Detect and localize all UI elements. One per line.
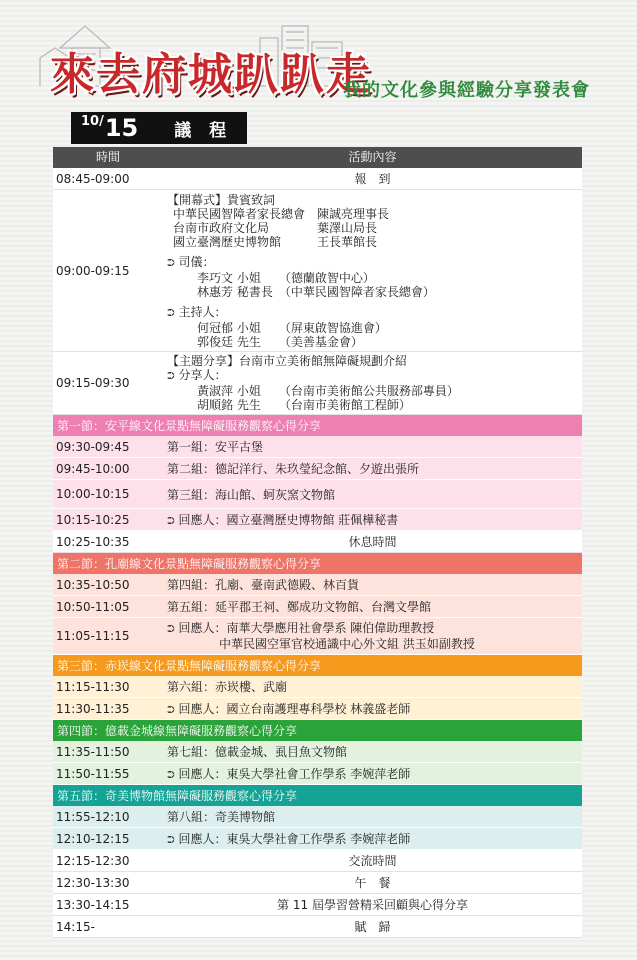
guest-line: 台南市政府文化局 葉澤山局長 [173,220,378,235]
row-content: 第八組：奇美博物館 [167,810,276,824]
respondent-text: 回應人：國立臺灣歷史博物館 莊佩樺秘書 [178,513,399,527]
row-time: 11:15-11:30 [56,679,130,694]
table-row [53,806,582,828]
row-content: 休息時間 [348,535,397,549]
date-day: 15 [104,114,139,142]
table-row [53,916,582,938]
row-content [163,765,582,782]
col-time-header: 時間 [95,150,120,164]
table-row [53,480,582,509]
table-row [53,190,582,352]
row-content [163,700,582,717]
row-content: 第七組：億載金城、虱目魚文物館 [167,745,348,759]
table-row [53,618,582,655]
row-time: 11:30-11:35 [56,701,130,716]
row-time: 12:10-12:15 [56,831,130,846]
section-5-header: 第五節：奇美博物館無障礙服務觀察心得分享 [53,785,582,806]
row-time: 10:00-10:15 [56,487,130,501]
row-time: 09:45-10:00 [56,461,130,476]
row-time: 08:45-09:00 [56,171,130,186]
arrow-icon: ⮊ [167,371,175,382]
table-row [53,436,582,458]
arrow-icon: ⮊ [167,624,175,635]
row-content: 報 到 [354,172,391,186]
respondent-text: 回應人：東吳大學社會工作學系 李婉萍老師 [178,832,411,846]
row-time: 10:35-10:50 [56,577,130,592]
arrow-icon: ⮊ [167,516,175,527]
sharer-line: 黃淑萍 小姐 （台南市美術館公共服務部專員） [197,384,459,398]
table-row [53,741,582,763]
agenda-label: 議 程 [174,120,233,141]
table-row [53,168,582,190]
row-time: 11:05-11:15 [56,629,130,643]
date-slash: / [99,113,104,129]
row-time: 12:30-13:30 [56,875,130,890]
row-time: 11:55-12:10 [56,809,130,824]
row-time: 14:15- [56,919,95,934]
header [0,0,637,150]
table-row [53,676,582,698]
row-time: 09:15-09:30 [56,376,130,390]
table-row [53,850,582,872]
section-2-header: 第二節：孔廟線文化景點無障礙服務觀察心得分享 [53,553,582,574]
host-label: 主持人： [178,304,227,319]
arrow-icon: ⮊ [167,257,175,269]
table-row [53,596,582,618]
row-time: 11:35-11:50 [56,744,130,759]
mc-line: 林惠芳 秘書長 （中華民國智障者家長總會） [197,284,435,299]
section-3-header: 第三節：赤崁線文化景點無障礙服務觀察心得分享 [53,655,582,676]
row-time: 13:30-14:15 [56,897,130,912]
event-subtitle: 我的文化參與經驗分享發表會 [343,80,590,101]
row-content: 第六組：赤崁樓、武廟 [167,680,288,694]
respondent-text: 回應人：東吳大學社會工作學系 李婉萍老師 [178,767,411,781]
table-row [53,574,582,596]
section-1-header: 第一節：安平線文化景點無障礙服務觀察心得分享 [53,415,582,436]
guest-line: 國立臺灣歷史博物館 王長華館長 [173,234,378,249]
col-content-header: 活動內容 [348,150,397,164]
row-content [163,830,582,847]
opening-title: 【開幕式】貴賓致詞 [167,192,276,207]
guest-line: 中華民國智障者家長總會 陳誠亮理事長 [173,206,390,221]
respondent-text: 中華民國空軍官校通識中心外文組 洪玉如副教授 [219,637,475,651]
row-content: 交流時間 [348,854,397,868]
row-content: 第 11 屆學習營精采回顧與心得分享 [277,898,468,912]
event-logo-text: 來去府城趴趴走 [50,49,372,100]
row-content: 第一組：安平古堡 [167,440,264,454]
section-4-header: 第四節：億載金城線無障礙服務觀察心得分享 [53,720,582,741]
table-row [53,894,582,916]
mc-line: 李巧文 小姐 （德蘭啟智中心） [197,270,375,285]
arrow-icon: ⮊ [167,835,175,846]
respondent-text: 回應人：南華大學應用社會學系 陳伯偉助理教授 [178,621,435,635]
row-time: 10:25-10:35 [56,534,130,549]
sharer-line: 胡順銘 先生 （台南市美術館工程師） [197,398,411,412]
row-content [163,511,582,528]
row-content [163,621,582,651]
mc-label: 司儀： [178,254,215,269]
row-time: 09:30-09:45 [56,439,130,454]
row-time: 09:00-09:15 [56,263,130,278]
table-row [53,509,582,531]
arrow-icon: ⮊ [167,307,175,319]
table-header [53,147,582,168]
sharer-label: 分享人： [178,368,227,382]
row-time: 12:15-12:30 [56,853,130,868]
row-content: 第四組：孔廟、臺南武德殿、林百貨 [167,578,360,592]
row-content [163,190,582,352]
row-time: 11:50-11:55 [56,766,130,781]
host-line: 郭俊廷 先生 （美善基金會） [197,334,363,349]
row-content: 賦 歸 [354,920,391,934]
topic-title: 【主題分享】台南市立美術館無障礙規劃介紹 [167,354,408,368]
host-line: 何冠郁 小姐 （屏東啟智協進會） [197,320,387,335]
row-content [163,351,582,415]
table-row [53,763,582,785]
date-month: 10 [81,113,100,129]
table-row [53,352,582,415]
row-content: 午 餐 [354,876,391,890]
date-agenda-badge [71,112,247,144]
row-content: 第二組：德記洋行、朱玖瑩紀念館、夕遊出張所 [167,462,420,476]
table-row [53,531,582,553]
row-time: 10:50-11:05 [56,599,130,614]
respondent-text: 回應人：國立台南護理專科學校 林義盛老師 [178,702,411,716]
arrow-icon: ⮊ [167,705,175,716]
table-row [53,698,582,720]
table-row [53,828,582,850]
table-row [53,458,582,480]
table-row [53,872,582,894]
row-time: 10:15-10:25 [56,512,130,527]
arrow-icon: ⮊ [167,770,175,781]
row-content: 第五組：延平郡王祠、鄭成功文物館、台灣文學館 [167,600,432,614]
agenda-table [53,147,582,938]
row-content: 第三組：海山館、蚵灰窯文物館 [167,487,336,502]
